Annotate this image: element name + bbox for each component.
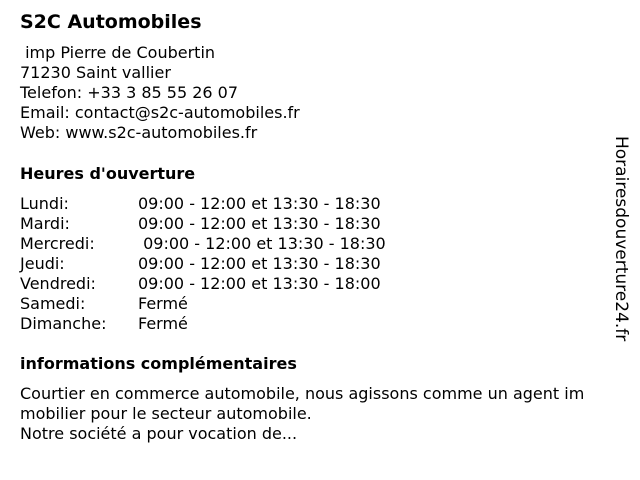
postal-city: 71230 Saint vallier [20, 63, 171, 82]
description-line: Courtier en commerce automobile, nous agissons comme un agent im [20, 384, 585, 403]
day-label: Samedi: [20, 294, 86, 313]
business-description [20, 384, 632, 444]
hours-row-monday [20, 194, 386, 214]
description-line: Notre société a pour vocation de... [20, 424, 298, 443]
time-range: 09:00 - 12:00 et 13:30 - 18:30 [138, 254, 381, 273]
hours-row-wednesday [20, 234, 386, 254]
hours-row-sunday [20, 314, 386, 334]
time-range: 09:00 - 12:00 et 13:30 - 18:30 [138, 194, 381, 213]
opening-hours-table [20, 194, 386, 334]
day-label: Mardi: [20, 214, 70, 233]
description-line: mobilier pour le secteur automobile. [20, 404, 312, 423]
hours-row-thursday [20, 254, 386, 274]
time-range: Fermé [138, 314, 188, 333]
time-range: Fermé [138, 294, 188, 313]
day-label: Dimanche: [20, 314, 107, 333]
time-range: 09:00 - 12:00 et 13:30 - 18:30 [138, 234, 386, 253]
watermark-text: Horairesdouverture24.fr [611, 136, 631, 342]
street-address: imp Pierre de Coubertin [20, 43, 216, 62]
hours-row-tuesday [20, 214, 386, 234]
business-name: S2C Automobiles [20, 11, 202, 33]
time-range: 09:00 - 12:00 et 13:30 - 18:00 [138, 274, 381, 293]
day-label: Mercredi: [20, 234, 95, 253]
opening-hours-heading: Heures d'ouverture [20, 164, 196, 183]
web-line: Web: www.s2c-automobiles.fr [20, 123, 258, 142]
contact-details [20, 43, 300, 143]
additional-info-heading: informations complémentaires [20, 354, 297, 373]
email-line: Email: contact@s2c-automobiles.fr [20, 103, 300, 122]
hours-row-friday [20, 274, 386, 294]
time-range: 09:00 - 12:00 et 13:30 - 18:30 [138, 214, 381, 233]
day-label: Vendredi: [20, 274, 96, 293]
phone-line: Telefon: +33 3 85 55 26 07 [20, 83, 239, 102]
hours-row-saturday [20, 294, 386, 314]
day-label: Lundi: [20, 194, 69, 213]
day-label: Jeudi: [20, 254, 65, 273]
site-watermark [603, 136, 639, 346]
